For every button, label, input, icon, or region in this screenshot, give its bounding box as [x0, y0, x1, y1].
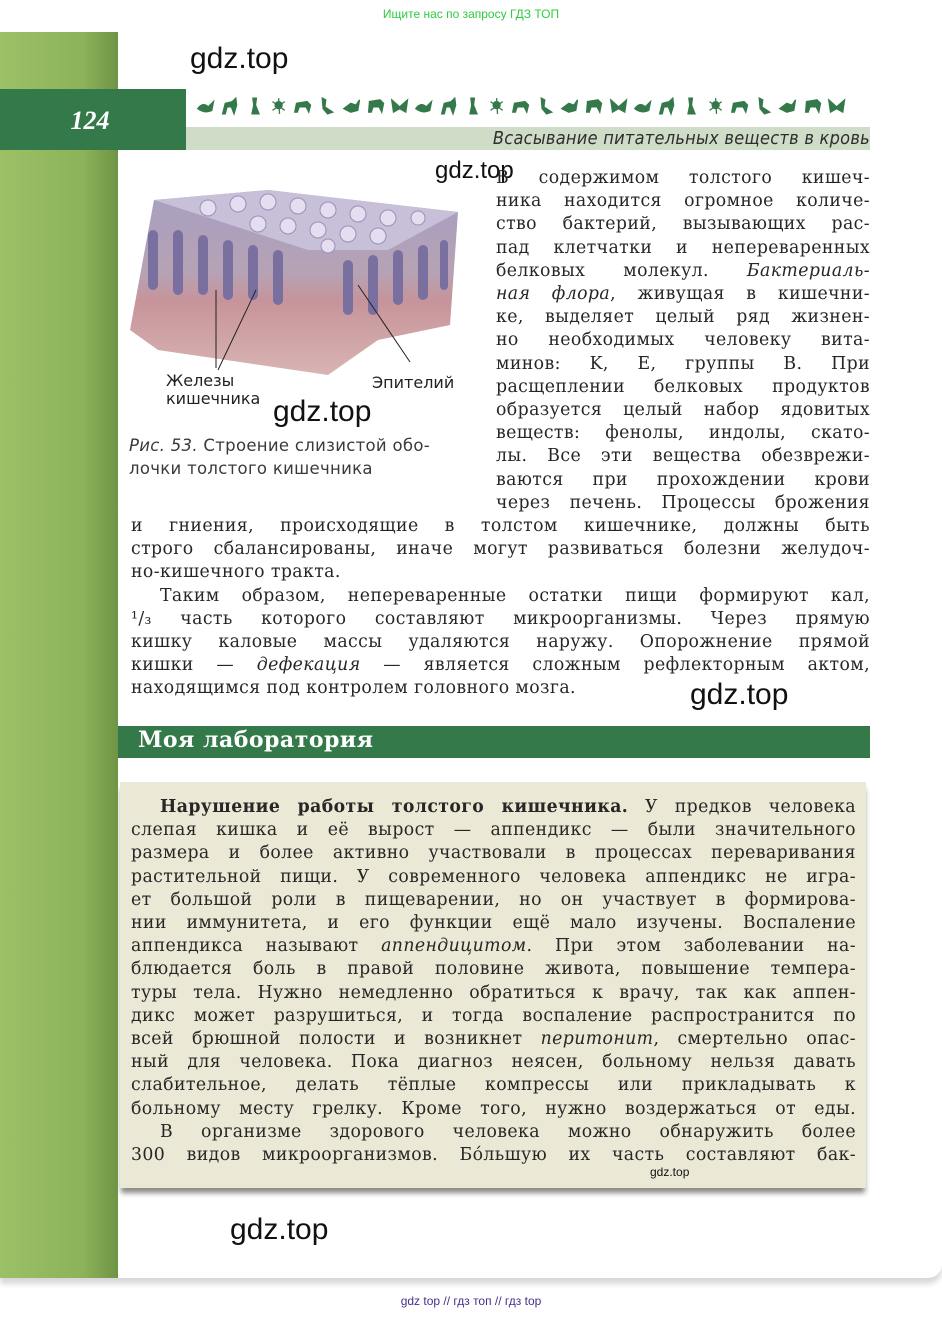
animal-silhouette-icon: [633, 95, 652, 117]
italic-term: перитонит: [540, 1029, 654, 1049]
text-line: [131, 958, 856, 981]
label-line: Железы: [166, 371, 235, 390]
text-segment: образуется целый набор ядовитых: [496, 400, 870, 420]
text-line: [131, 935, 856, 958]
intestine-mucosa-illustration: [128, 190, 464, 380]
text-line: [496, 492, 870, 515]
italic-term: Бактериаль-: [746, 260, 870, 281]
text-segment: белковых молекул.: [496, 260, 747, 281]
text-line: [496, 260, 870, 283]
section-subtitle: Всасывание питательных веществ в кровь: [492, 128, 870, 149]
text-line: [496, 399, 870, 422]
text-line: [131, 1028, 856, 1051]
text-segment: . При этом заболевании на-: [526, 936, 856, 957]
animal-silhouette-icon: [681, 95, 700, 117]
text-segment: расщеплении белковых продуктов: [496, 376, 870, 397]
text-segment: кишку каловые массы удаляются наружу. Опорожнение прямой: [131, 632, 870, 652]
text-line: [496, 306, 870, 329]
text-segment: блюдается боль в правой половине живота, повышение темпера-: [131, 959, 856, 980]
text-line: [131, 561, 870, 584]
page-margin-strip: [0, 32, 118, 1278]
text-segment: нии иммунитета, и его функции ещё мало изучены. Воспаление: [131, 913, 856, 933]
text-segment: 300 видов микроорганизмов. Бо́льшую их часть составляют бак-: [131, 1145, 856, 1165]
text-segment: ство бактерий, вызывающих рас-: [496, 214, 870, 235]
animal-silhouette-icon: [269, 95, 288, 117]
text-segment: — является сложным рефлекторным актом,: [360, 655, 870, 676]
text-segment: В организме здорового человека можно обнаружить более: [160, 1121, 856, 1142]
text-line: [160, 796, 856, 819]
text-segment: , смертельно опас-: [653, 1029, 856, 1049]
animal-silhouette-icon: [196, 95, 215, 117]
animal-silhouette-icon: [657, 95, 676, 117]
text-segment: но-кишечного тракта.: [131, 562, 341, 583]
text-segment: всей брюшной полости и возникнет: [131, 1029, 541, 1049]
text-line: [131, 1074, 856, 1097]
text-line: [496, 353, 870, 376]
watermark: gdz.top: [435, 157, 514, 184]
text-line: [131, 608, 870, 631]
italic-term: ная флора: [496, 284, 611, 304]
animal-silhouette-icon: [293, 95, 312, 117]
caption-line: лочки толстого кишечника: [129, 459, 373, 478]
text-line: [131, 1098, 856, 1121]
text-segment: У предков человека: [628, 797, 856, 817]
animal-silhouette-icon: [827, 95, 846, 117]
animal-silhouette-icon: [778, 95, 797, 117]
animal-silhouette-icon: [706, 95, 725, 117]
animal-silhouette-icon: [609, 95, 628, 117]
watermark: gdz.top: [230, 1213, 329, 1246]
text-line: [160, 1121, 856, 1144]
animal-silhouette-icon: [463, 95, 482, 117]
text-segment: размера и более активно участвовали в процессах переваривания: [131, 843, 856, 864]
text-segment: ке, выделяет целый ряд жизнен-: [496, 307, 870, 328]
text-line: [131, 1051, 856, 1074]
text-segment: туры тела. Нужно немедленно обратиться к врачу, так как аппен-: [131, 982, 856, 1003]
watermark: gdz.top: [650, 1165, 690, 1179]
text-line: [496, 237, 870, 260]
animal-silhouette-icon: [390, 95, 409, 117]
text-segment: пад клетчатки и непереваренных: [496, 237, 870, 258]
text-line: [496, 469, 870, 492]
lab-section-title: Моя лаборатория: [138, 727, 374, 753]
watermark: gdz.top: [690, 678, 789, 711]
text-line: [496, 422, 870, 445]
text-line: [496, 190, 870, 213]
text-segment: больному месту грелку. Кроме того, нужно воздержаться от еды.: [131, 1098, 856, 1119]
label-intestinal-glands: [166, 372, 260, 408]
animal-silhouette-icon: [536, 95, 555, 117]
text-line: [496, 283, 870, 306]
text-line: [496, 329, 870, 352]
animal-silhouette-icon: [366, 95, 385, 117]
text-line: [131, 1144, 856, 1167]
animal-silhouette-icon: [439, 95, 458, 117]
text-line: [131, 982, 856, 1005]
text-line: [496, 213, 870, 236]
text-segment: веществ: фенолы, индолы, скато-: [496, 423, 870, 444]
page-number: 124: [70, 106, 110, 135]
text-segment: аппендикса называют: [131, 936, 382, 957]
text-segment: ваются при прохождении крови: [496, 469, 870, 490]
text-line: [131, 654, 870, 677]
text-line: [131, 1005, 856, 1028]
text-segment: но необходимых человеку вита-: [496, 330, 870, 351]
italic-term: аппендицитом: [381, 936, 527, 957]
search-hint-banner: Ищите нас по запросу ГДЗ ТОП: [382, 7, 560, 21]
caption-line: [129, 434, 459, 457]
animal-silhouette-icon: [317, 95, 336, 117]
text-line: [496, 445, 870, 468]
text-segment: через печень. Процессы брожения: [496, 492, 870, 513]
text-segment: ет большой роли в пищеварении, но он участвует в формирова-: [131, 889, 856, 910]
text-segment: слепая кишка и её вырост — аппендикс — были значительного: [131, 820, 856, 841]
animal-silhouette-icon: [560, 95, 579, 117]
animal-silhouette-icon: [511, 95, 530, 117]
text-segment: ника находится огромное количе-: [496, 191, 870, 212]
text-segment: и гниения, происходящие в толстом кишечнике, должны быть: [131, 516, 870, 536]
text-line: [160, 585, 870, 608]
label-epithelium: Эпителий: [372, 373, 455, 392]
text-segment: Таким образом, непереваренные остатки пищи формируют кал,: [160, 585, 870, 606]
footer-links: gdz top // гдз топ // гдз top: [400, 1294, 542, 1308]
animal-silhouette-icon: [584, 95, 603, 117]
text-segment: ный для человека. Пока диагноз неясен, больному нельзя давать: [131, 1052, 856, 1073]
text-line: [131, 538, 870, 561]
text-segment: ¹/₃ часть которого составляют микроорганизмы. Через прямую: [131, 608, 870, 629]
text-segment: лы. Все эти вещества обезврежи-: [496, 446, 870, 467]
animal-silhouettes-strip: [196, 95, 846, 119]
animal-silhouette-icon: [414, 95, 433, 117]
text-segment: растительной пищи. У современного человека аппендикс не игра-: [131, 866, 856, 887]
animal-silhouette-icon: [220, 95, 239, 117]
animal-silhouette-icon: [245, 95, 264, 117]
text-line: [131, 866, 856, 889]
text-segment: кишки —: [131, 655, 257, 676]
text-line: [131, 912, 856, 935]
animal-silhouette-icon: [754, 95, 773, 117]
text-line: [131, 819, 856, 842]
text-segment: В содержимом толстого кишеч-: [496, 168, 870, 188]
text-segment: строго сбалансированы, иначе могут развиваться болезни желудоч-: [131, 539, 870, 560]
text-line: [131, 677, 870, 700]
text-line: [496, 376, 870, 399]
text-line: [131, 889, 856, 912]
text-segment: , живущая в кишечни-: [610, 284, 870, 304]
bold-heading: Нарушение работы толстого кишечника.: [160, 797, 629, 817]
animal-silhouette-icon: [730, 95, 749, 117]
watermark: gdz.top: [273, 395, 372, 428]
animal-silhouette-icon: [487, 95, 506, 117]
text-line: [131, 515, 870, 538]
italic-term: дефекация: [256, 655, 361, 676]
label-line: кишечника: [166, 389, 261, 408]
figure-caption: [129, 434, 459, 480]
text-segment: находящимся под контролем головного мозга.: [131, 678, 576, 699]
caption-text: Строение слизистой обо-: [197, 436, 430, 455]
text-line: [496, 167, 870, 190]
animal-silhouette-icon: [803, 95, 822, 117]
text-segment: дикс может разрушиться, и тогда воспаление распространится по: [131, 1005, 856, 1026]
text-line: [131, 631, 870, 654]
animal-silhouette-icon: [342, 95, 361, 117]
text-segment: слабительное, делать тёплые компрессы или прикладывать к: [131, 1075, 856, 1096]
text-line: [131, 842, 856, 865]
figure-number: Рис. 53.: [129, 436, 198, 455]
watermark: gdz.top: [190, 42, 289, 75]
text-segment: минов: K, E, группы B. При: [496, 353, 870, 374]
